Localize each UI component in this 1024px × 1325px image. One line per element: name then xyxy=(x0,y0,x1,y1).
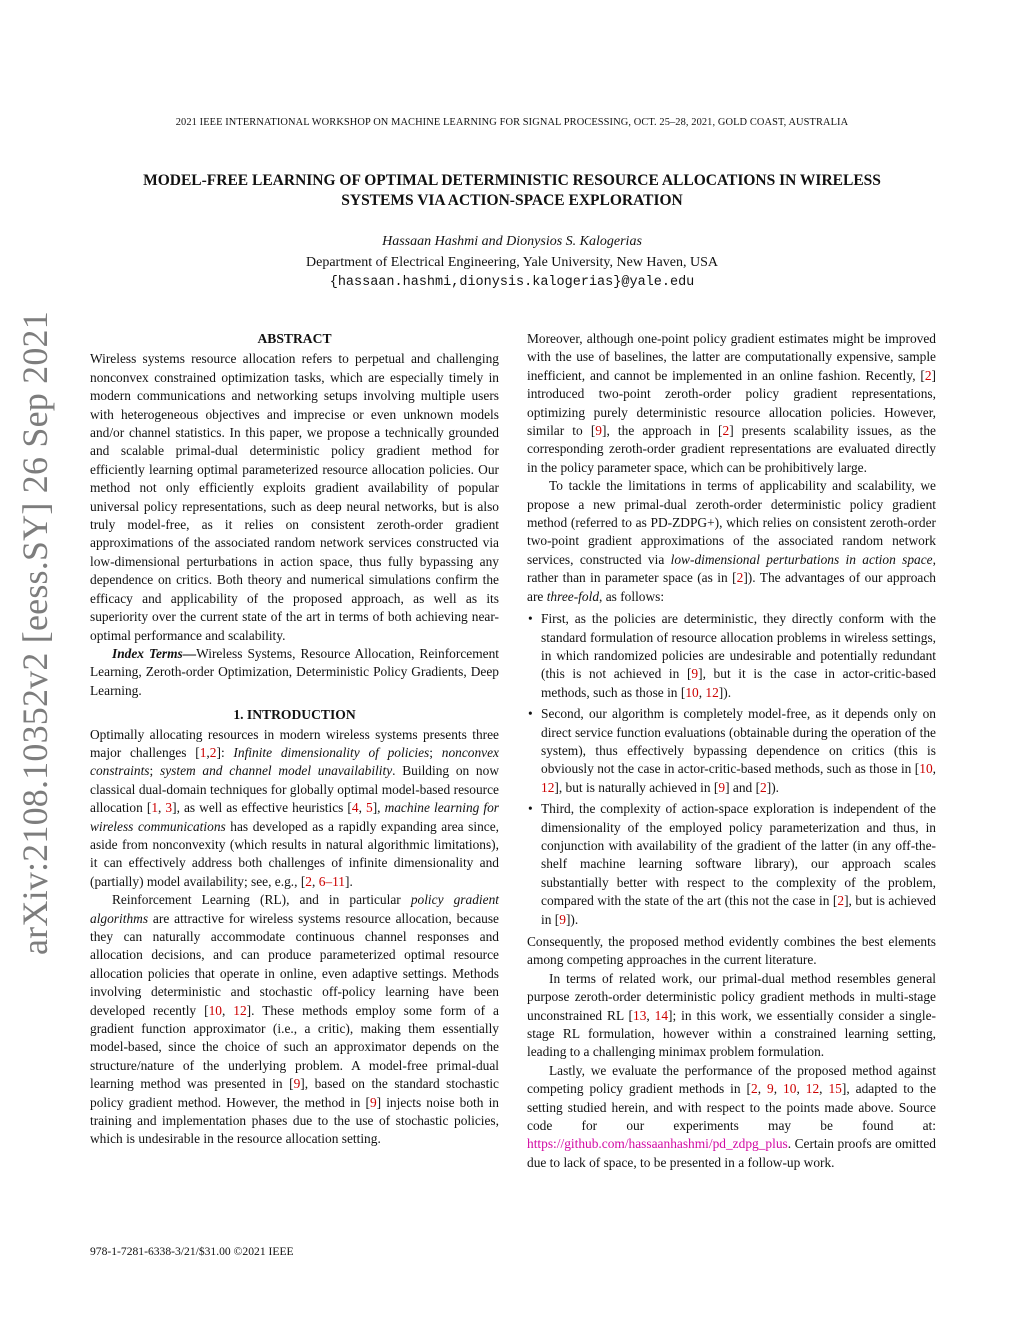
citation-link[interactable]: 2 xyxy=(760,779,767,795)
list-item: • Third, the complexity of action-space exploration is independent of the dimensionality of the employed policy parameterization and thus, in conjunction with availability of the gradient of the latter (in any off-the-shelf machine learning software library), our approach scales substantially better with respect to the complexity of the problem, compared with the state of the art (this not the case in [2], but is achieved in [9]). xyxy=(528,801,936,927)
right-paragraph-5: Lastly, we evaluate the performance of the proposed method against competing policy gradient methods in [2, 9, 10, 12, 15], adapted to the setting studied herein, and with respect to the points made above. Source code for our experiments may be found at: https://github.com/hassaanhashmi/pd_zdpg_plus. Certain proofs are omitted due to lack of space, to be presented in a follow-up work. xyxy=(527,1062,937,1170)
index-terms-text: Wireless Systems, Resource Allocation, Reinforcement Learning, Zeroth-order Optimization, Deterministic Policy Gradients, Deep Learning. xyxy=(90,645,499,698)
left-column xyxy=(90,330,499,1149)
citation-link[interactable]: 10 xyxy=(685,684,699,700)
title-line-1: MODEL-FREE LEARNING OF OPTIMAL DETERMINISTIC RESOURCE ALLOCATIONS IN WIRELESS xyxy=(143,172,881,189)
source-code-link[interactable]: https://github.com/hassaanhashmi/pd_zdpg_plus xyxy=(527,1136,788,1152)
paper-title xyxy=(80,171,944,211)
abstract-text: Wireless systems resource allocation refers to perpetual and challenging nonconvex constrained optimization tasks, which are especially timely in modern communications and networking setups involving multiple users with heterogeneous objectives and imprecise or even unknown models and/or channel statistics. In this paper, we propose a technically grounded and scalable primal-dual deterministic policy gradient method for efficiently learning optimal parameterized resource allocation policies. Our method not only efficiently exploits gradient availability of popular universal policy representations, such as deep neural networks, but is also truly model-free, as it relies on consistent zeroth-order gradient approximations of the associated random network services constructed via low-dimensional perturbations in action space, thus fully bypassing any dependence on critics. Both theory and numerical simulations confirm the efficacy and applicability of the proposed approach, as well as its superiority over the current state of the art in terms of both achieving near-optimal performance and scalability. xyxy=(90,351,499,643)
citation-link[interactable]: 3 xyxy=(165,800,173,816)
citation-link[interactable]: 2 xyxy=(837,893,845,909)
intro-heading: 1. INTRODUCTION xyxy=(233,707,356,723)
citation-link[interactable]: 6–11 xyxy=(318,873,345,889)
list-item: • First, as the policies are deterministic, they directly conform with the standard formulation of resource allocation problems in wireless settings, in which randomized policies are undesirable and potentially redundant (this is not achieved in [9], but it is the case in actor-critic-based methods, such as those in [10, 12]). xyxy=(528,611,936,700)
abstract-heading: ABSTRACT xyxy=(257,331,332,346)
bullet-icon: • xyxy=(528,801,533,817)
intro-paragraph-1: Optimally allocating resources in modern wireless systems presents three major challenges [1,2]: Infinite dimensionality of policies; nonconvex constraints; system and channel model unavailability. Building on now classical dual-domain techniques for globally optimal model-based resource allocation [1, 3], as well as effective heuristics [4, 5], machine learning for wireless communications has developed as a rapidly expanding area since, aside from nonconvexity (which results in natural algorithmic limitations), it can effectively address both challenges of infinite dimensionality and (partially) model availability; see, e.g., [2, 6–11]. xyxy=(90,726,500,889)
citation-link[interactable]: 12 xyxy=(805,1081,820,1097)
citation-link[interactable]: 9 xyxy=(691,666,699,682)
citation-link[interactable]: 9 xyxy=(767,1081,774,1097)
citation-link[interactable]: 9 xyxy=(595,423,602,439)
citation-link[interactable]: 12 xyxy=(541,779,555,795)
copyright-footer: 978-1-7281-6338-3/21/$31.00 ©2021 IEEE xyxy=(90,1245,294,1258)
citation-link[interactable]: 2 xyxy=(736,570,744,586)
right-paragraph-1: Moreover, although one-point policy gradient estimates might be improved with the use of baselines, the latter are computationally expensive, sample inefficient, and cannot be implemented in an online fashion. Recently, [2] introduced two-point zeroth-order policy gradient representations, optimizing purely deterministic resource allocation policies. However, similar to [9], the approach in [2] presents scalability issues, as the corresponding zeroth-order gradient representations are evaluated directly in the policy parameter space, which can be prohibitively large. xyxy=(527,331,936,475)
citation-link[interactable]: 2 xyxy=(305,873,312,889)
citation-link[interactable]: 12 xyxy=(705,684,719,700)
citation-link[interactable]: 14 xyxy=(654,1007,669,1023)
bullet-icon: • xyxy=(528,706,533,722)
index-terms-label: Index Terms— xyxy=(112,645,197,661)
intro-paragraph-2: Reinforcement Learning (RL), and in particular policy gradient algorithms are attractive for wireless systems resource allocation, because they can naturally accommodate continuous channel responses and allocation decisions, and can produce parameterized optimal resource allocation policies that operate in online, even adaptive settings. Methods involving deterministic and stochastic off-policy learning have been developed recently [10, 12]. These methods employ some form of a gradient function approximator (i.e., a critic), making them essentially model-based, since the choice of such an approximator depends on the structure/nature of the underlying problem. A model-free primal-dual learning method was presented in [9], based on the standard stochastic policy gradient method. However, the method in [9] injects noise both in training and implementation phases due to the use of stochastic policies, which is undesirable in the resource allocation setting. xyxy=(90,892,499,1147)
citation-link[interactable]: 5 xyxy=(366,800,373,816)
list-item: • Second, our algorithm is completely model-free, as it depends only on direct service function evaluations (obtainable during the operation of the system), thus effectively bypassing dependence on critics (this is obviously not the case in actor-critic-based methods, such as those in [10, 12], but is naturally achieved in [9] and [2]). xyxy=(528,706,936,795)
citation-link[interactable]: 4 xyxy=(351,800,359,816)
right-paragraph-3: Consequently, the proposed method evidently combines the best elements among competing approaches in the current literature. xyxy=(527,934,936,968)
citation-link[interactable]: 12 xyxy=(233,1002,247,1018)
citation-link[interactable]: 2 xyxy=(750,1081,758,1097)
citation-link[interactable]: 10 xyxy=(783,1081,797,1097)
title-line-2: SYSTEMS VIA ACTION-SPACE EXPLORATION xyxy=(341,192,683,209)
index-terms xyxy=(90,645,499,700)
citation-link[interactable]: 1 xyxy=(199,744,207,760)
citation-link[interactable]: 15 xyxy=(828,1081,842,1097)
email: {hassaan.hashmi,dionysis.kalogerias}@yale.edu xyxy=(329,275,695,290)
citation-link[interactable]: 9 xyxy=(369,1094,377,1110)
citation-link[interactable]: 9 xyxy=(293,1076,301,1092)
citation-link[interactable]: 2 xyxy=(209,744,217,760)
citation-link[interactable]: 9 xyxy=(559,911,566,927)
citation-link[interactable]: 1 xyxy=(151,800,159,816)
citation-link[interactable]: 13 xyxy=(633,1007,647,1023)
citation-link[interactable]: 10 xyxy=(919,761,933,777)
right-paragraph-4: In terms of related work, our primal-dual method resembles general purpose zeroth-order deterministic policy gradient methods in multi-stage unconstrained RL [13, 14]; in this work, we essentially consider a single-stage RL formulation, however within a constrained learning setting, leading to a challenging minimax problem formulation. xyxy=(527,970,936,1060)
bullet-icon: • xyxy=(528,611,533,627)
affiliation: Department of Electrical Engineering, Yale University, New Haven, USA xyxy=(306,255,718,270)
right-paragraph-2: To tackle the limitations in terms of applicability and scalability, we propose a new primal-dual zeroth-order deterministic policy gradient method (referred to as PD-ZDPG+), which relies on consistent zeroth-order two-point gradient approximations of the associated random network services, constructed via low-dimensional perturbations in action space, rather than in parameter space (as in [2]). The advantages of our approach are three-fold, as follows: xyxy=(527,478,936,604)
authors: Hassaan Hashmi and Dionysios S. Kalogerias xyxy=(382,234,642,249)
conference-header: 2021 IEEE INTERNATIONAL WORKSHOP ON MACHINE LEARNING FOR SIGNAL PROCESSING, OCT. 25–28, 2021, GOLD COAST, AUSTRALIA xyxy=(175,117,849,128)
right-column xyxy=(527,330,936,1172)
citation-link[interactable]: 10 xyxy=(208,1002,222,1018)
arxiv-stamp: arXiv:2108.10352v2 [eess.SY] 26 Sep 2021 xyxy=(15,311,55,955)
advantages-list xyxy=(527,610,936,929)
citation-link[interactable]: 2 xyxy=(722,423,730,439)
citation-link[interactable]: 9 xyxy=(718,779,726,795)
citation-link[interactable]: 2 xyxy=(924,367,932,383)
